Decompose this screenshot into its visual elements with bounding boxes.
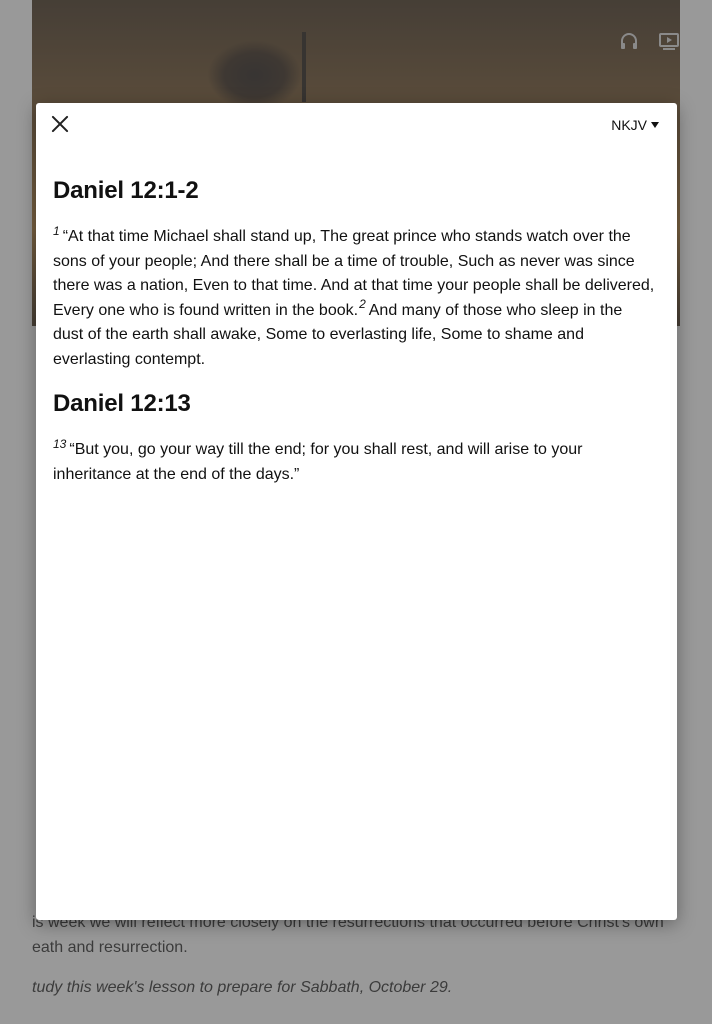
passage-text <box>53 225 655 372</box>
passage-text <box>53 438 655 487</box>
verse-text: “But you, go your way till the end; for you shall rest, and will arise to your inheritance at the end of the days.” <box>53 441 583 483</box>
bible-version-label: NKJV <box>611 117 647 133</box>
verse-text: “At that time Michael shall stand up, The great prince who stands watch over the sons of your people; And there shall be a time of trouble, Such as never was since there was a nation, Even to that time. And at that time your people shall be delivered, Every one who is found written in the book. <box>53 228 655 319</box>
passage-title: Daniel 12:1-2 <box>53 177 199 204</box>
verse-number: 13 <box>53 436 67 451</box>
verse-number: 2 <box>359 297 366 312</box>
close-icon[interactable] <box>50 114 70 134</box>
bible-version-select[interactable] <box>611 117 659 133</box>
modal-body <box>36 147 677 487</box>
passage-title: Daniel 12:13 <box>53 390 191 417</box>
modal-header <box>36 103 677 147</box>
verse-text: And many of those who sleep in the dust of the earth shall awake, Some to everlasting life, Some to shame and everlasting contempt. <box>53 301 623 368</box>
scripture-modal <box>36 103 677 920</box>
verse-number: 1 <box>53 223 60 238</box>
caret-down-icon <box>651 122 659 128</box>
